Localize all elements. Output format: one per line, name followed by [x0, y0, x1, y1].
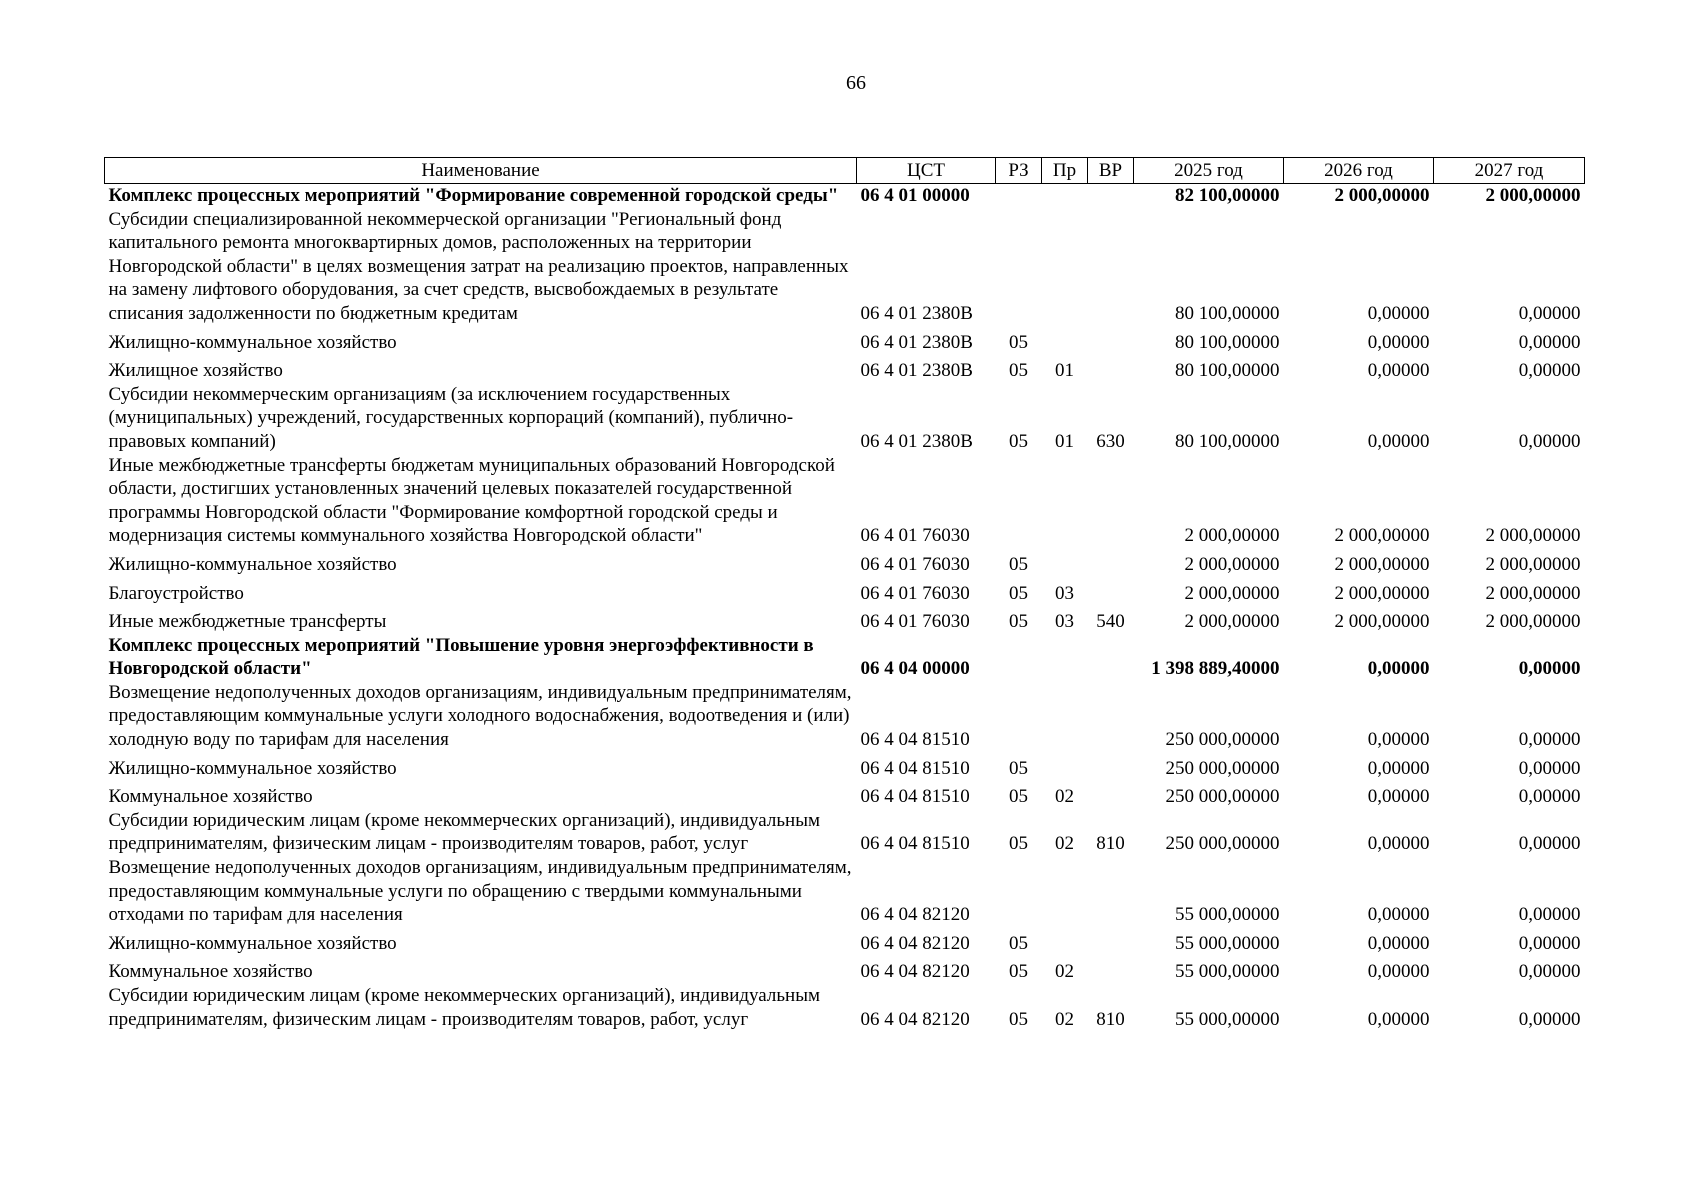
row-cst: 06 4 04 82120: [860, 1008, 970, 1030]
row-2025: 80 100,00000: [1175, 430, 1280, 452]
row-2025: 80 100,00000: [1175, 302, 1280, 324]
page-number: 66: [846, 72, 866, 94]
row-2026: 2 000,00000: [1334, 582, 1430, 604]
header-2026: 2026 год: [1284, 158, 1434, 184]
row-cst: 06 4 04 00000: [860, 658, 970, 680]
row-pr: 02: [1055, 786, 1074, 808]
row-cst: 06 4 04 81510: [860, 757, 970, 779]
row-name: Комплекс процессных мероприятий "Формирование современной городской среды": [108, 185, 839, 206]
budget-table: [104, 157, 1585, 1031]
row-2026: 0,00000: [1367, 302, 1430, 324]
row-rz: 05: [1009, 786, 1028, 808]
row-2027: 0,00000: [1518, 729, 1581, 751]
row-rz: [996, 634, 1042, 681]
table-body: [105, 184, 1585, 1032]
row-2026: 0,00000: [1367, 658, 1430, 680]
row-pr: [1042, 454, 1088, 548]
row-2025: 80 100,00000: [1175, 360, 1280, 382]
table-row: [105, 984, 1585, 1031]
table-row: [105, 634, 1585, 681]
row-2027: 0,00000: [1518, 932, 1581, 954]
table-row: [105, 681, 1585, 752]
row-vr: [1088, 752, 1134, 781]
row-vr: [1088, 454, 1134, 548]
row-rz: 05: [1009, 961, 1028, 983]
row-2027: 0,00000: [1518, 658, 1581, 680]
row-2026: 2 000,00000: [1334, 525, 1430, 547]
row-pr: 02: [1055, 833, 1074, 855]
row-vr: [1088, 955, 1134, 984]
row-name: Жилищно-коммунальное хозяйство: [108, 757, 397, 779]
row-2026: 0,00000: [1367, 331, 1430, 353]
row-rz: 05: [1009, 1008, 1028, 1030]
row-2026: 0,00000: [1367, 786, 1430, 808]
row-2027: 0,00000: [1518, 1008, 1581, 1030]
row-rz: [996, 856, 1042, 927]
row-vr: [1088, 577, 1134, 606]
row-vr: [1088, 927, 1134, 956]
row-2027: 2 000,00000: [1485, 185, 1581, 206]
row-2025: 250 000,00000: [1165, 729, 1280, 751]
row-pr: [1042, 681, 1088, 752]
row-2025: 55 000,00000: [1175, 904, 1280, 926]
row-name: Жилищно-коммунальное хозяйство: [108, 331, 397, 353]
row-2027: 0,00000: [1518, 331, 1581, 353]
row-2026: 2 000,00000: [1334, 611, 1430, 633]
table-row: [105, 955, 1585, 984]
row-name: Возмещение недополученных доходов организациям, индивидуальным предпринимателям, предоставляющим коммунальные услуги холодного водоснабжения, водоотведения и (или) холодную воду по тарифам для населения: [108, 681, 852, 751]
row-pr: 01: [1055, 360, 1074, 382]
row-name: Жилищно-коммунальное хозяйство: [108, 932, 397, 954]
row-name: Возмещение недополученных доходов организациям, индивидуальным предпринимателям, предоставляющим коммунальные услуги по обращению с твердыми коммунальными отходами по тарифам для населения: [108, 857, 852, 926]
row-name: Коммунальное хозяйство: [108, 786, 313, 808]
row-2025: 2 000,00000: [1184, 553, 1280, 575]
row-2025: 2 000,00000: [1184, 525, 1280, 547]
table-row: [105, 927, 1585, 956]
header-name: Наименование: [105, 158, 857, 184]
row-cst: 06 4 01 2380В: [860, 430, 973, 452]
row-cst: 06 4 04 82120: [860, 904, 970, 926]
row-rz: 05: [1009, 611, 1028, 633]
row-vr: 810: [1096, 1008, 1125, 1030]
table-row: [105, 856, 1585, 927]
row-name: Субсидии юридическим лицам (кроме некоммерческих организаций), индивидуальным предпринимателям, физическим лицам - производителям товаров, работ, услуг: [108, 985, 820, 1030]
row-2027: 2 000,00000: [1485, 525, 1581, 547]
row-vr: [1088, 780, 1134, 809]
row-pr: [1042, 856, 1088, 927]
row-2025: 2 000,00000: [1184, 611, 1280, 633]
table-header: [105, 158, 1585, 184]
row-name: Жилищное хозяйство: [108, 360, 283, 382]
table-row: [105, 326, 1585, 355]
row-2026: 0,00000: [1367, 961, 1430, 983]
row-pr: [1042, 326, 1088, 355]
row-pr: [1042, 548, 1088, 577]
row-cst: 06 4 04 82120: [860, 932, 970, 954]
row-rz: [996, 454, 1042, 548]
row-rz: 05: [1009, 932, 1028, 954]
header-2025: 2025 год: [1134, 158, 1284, 184]
row-2026: 0,00000: [1367, 360, 1430, 382]
row-2026: 2 000,00000: [1334, 185, 1430, 206]
row-cst: 06 4 01 76030: [860, 611, 970, 633]
row-rz: [996, 184, 1042, 208]
row-cst: 06 4 01 76030: [860, 525, 970, 547]
row-pr: 03: [1055, 582, 1074, 604]
row-cst: 06 4 04 82120: [860, 961, 970, 983]
row-2027: 0,00000: [1518, 302, 1581, 324]
row-pr: [1042, 184, 1088, 208]
row-name: Жилищно-коммунальное хозяйство: [108, 553, 397, 575]
row-2025: 2 000,00000: [1184, 582, 1280, 604]
row-2025: 80 100,00000: [1175, 331, 1280, 353]
row-2027: 0,00000: [1518, 961, 1581, 983]
row-pr: 02: [1055, 1008, 1074, 1030]
row-vr: 540: [1096, 611, 1125, 633]
row-cst: 06 4 01 00000: [860, 185, 970, 206]
row-rz: 05: [1009, 582, 1028, 604]
row-2026: 0,00000: [1367, 757, 1430, 779]
row-2027: 0,00000: [1518, 360, 1581, 382]
row-cst: 06 4 01 76030: [860, 582, 970, 604]
table-row: [105, 184, 1585, 208]
row-2027: 0,00000: [1518, 786, 1581, 808]
row-2027: 2 000,00000: [1485, 553, 1581, 575]
row-vr: [1088, 208, 1134, 326]
row-2026: 0,00000: [1367, 904, 1430, 926]
row-cst: 06 4 04 81510: [860, 786, 970, 808]
row-cst: 06 4 01 2380В: [860, 360, 973, 382]
table-row: [105, 577, 1585, 606]
row-pr: [1042, 634, 1088, 681]
row-vr: [1088, 354, 1134, 383]
row-rz: 05: [1009, 833, 1028, 855]
row-2027: 0,00000: [1518, 904, 1581, 926]
row-2027: 2 000,00000: [1485, 582, 1581, 604]
row-rz: 05: [1009, 360, 1028, 382]
row-2026: 0,00000: [1367, 1008, 1430, 1030]
row-vr: [1088, 634, 1134, 681]
row-2025: 55 000,00000: [1175, 1008, 1280, 1030]
row-name: Субсидии некоммерческим организациям (за исключением государственных (муниципальных) учреждений, государственных корпораций (компаний), публично-правовых компаний): [108, 383, 794, 452]
table-row: [105, 605, 1585, 634]
row-2027: 0,00000: [1518, 833, 1581, 855]
row-2026: 0,00000: [1367, 932, 1430, 954]
row-name: Комплекс процессных мероприятий "Повышение уровня энергоэффективности в Новгородской области": [108, 634, 814, 680]
row-rz: 05: [1009, 757, 1028, 779]
row-2027: 0,00000: [1518, 430, 1581, 452]
row-cst: 06 4 01 76030: [860, 553, 970, 575]
row-2025: 1 398 889,40000: [1151, 658, 1280, 680]
table-row: [105, 454, 1585, 548]
header-pr: Пр: [1042, 158, 1088, 184]
row-rz: 05: [1009, 430, 1028, 452]
row-vr: [1088, 548, 1134, 577]
row-2026: 0,00000: [1367, 833, 1430, 855]
row-2027: 2 000,00000: [1485, 611, 1581, 633]
row-name: Субсидии юридическим лицам (кроме некоммерческих организаций), индивидуальным предпринимателям, физическим лицам - производителям товаров, работ, услуг: [108, 809, 820, 855]
row-2026: 2 000,00000: [1334, 553, 1430, 575]
table-row: [105, 780, 1585, 809]
row-rz: [996, 208, 1042, 326]
header-vr: ВР: [1088, 158, 1134, 184]
row-2025: 250 000,00000: [1165, 833, 1280, 855]
row-cst: 06 4 01 2380В: [860, 331, 973, 353]
row-2025: 250 000,00000: [1165, 757, 1280, 779]
row-name: Коммунальное хозяйство: [108, 961, 313, 983]
row-pr: [1042, 208, 1088, 326]
row-cst: 06 4 04 81510: [860, 833, 970, 855]
row-vr: 810: [1096, 833, 1125, 855]
row-rz: 05: [1009, 553, 1028, 575]
table-row: [105, 383, 1585, 454]
row-pr: 01: [1055, 430, 1074, 452]
row-rz: [996, 681, 1042, 752]
row-2025: 82 100,00000: [1175, 185, 1280, 206]
row-name: Субсидии специализированной некоммерческой организации "Региональный фонд капитального ремонта многоквартирных домов, расположенных на территории Новгородской области" в целях возмещения затрат на реализацию проектов, направленных на замену лифтового оборудования, за счет средств, высвобождаемых в результате списания задолженности по бюджетным кредитам: [108, 208, 849, 324]
row-2025: 250 000,00000: [1165, 786, 1280, 808]
header-rz: РЗ: [996, 158, 1042, 184]
table-row: [105, 809, 1585, 856]
row-name: Благоустройство: [108, 582, 244, 604]
row-vr: [1088, 326, 1134, 355]
row-name: Иные межбюджетные трансферты: [108, 611, 387, 633]
table-row: [105, 208, 1585, 326]
header-2027: 2027 год: [1434, 158, 1585, 184]
row-2027: 0,00000: [1518, 757, 1581, 779]
row-pr: [1042, 927, 1088, 956]
row-cst: 06 4 01 2380В: [860, 302, 973, 324]
header-cst: ЦСТ: [857, 158, 996, 184]
row-2026: 0,00000: [1367, 430, 1430, 452]
row-pr: 02: [1055, 961, 1074, 983]
row-2026: 0,00000: [1367, 729, 1430, 751]
table-row: [105, 548, 1585, 577]
row-vr: [1088, 856, 1134, 927]
row-pr: [1042, 752, 1088, 781]
row-vr: [1088, 681, 1134, 752]
table-row: [105, 752, 1585, 781]
table-row: [105, 354, 1585, 383]
row-2025: 55 000,00000: [1175, 961, 1280, 983]
row-vr: 630: [1096, 430, 1125, 452]
row-name: Иные межбюджетные трансферты бюджетам муниципальных образований Новгородской области, достигших установленных значений целевых показателей государственной программы Новгородской области "Формирование комфортной городской среды и модернизация системы коммунального хозяйства Новгородской области": [108, 454, 835, 547]
row-vr: [1088, 184, 1134, 208]
row-pr: 03: [1055, 611, 1074, 633]
row-rz: 05: [1009, 331, 1028, 353]
row-2025: 55 000,00000: [1175, 932, 1280, 954]
row-cst: 06 4 04 81510: [860, 729, 970, 751]
